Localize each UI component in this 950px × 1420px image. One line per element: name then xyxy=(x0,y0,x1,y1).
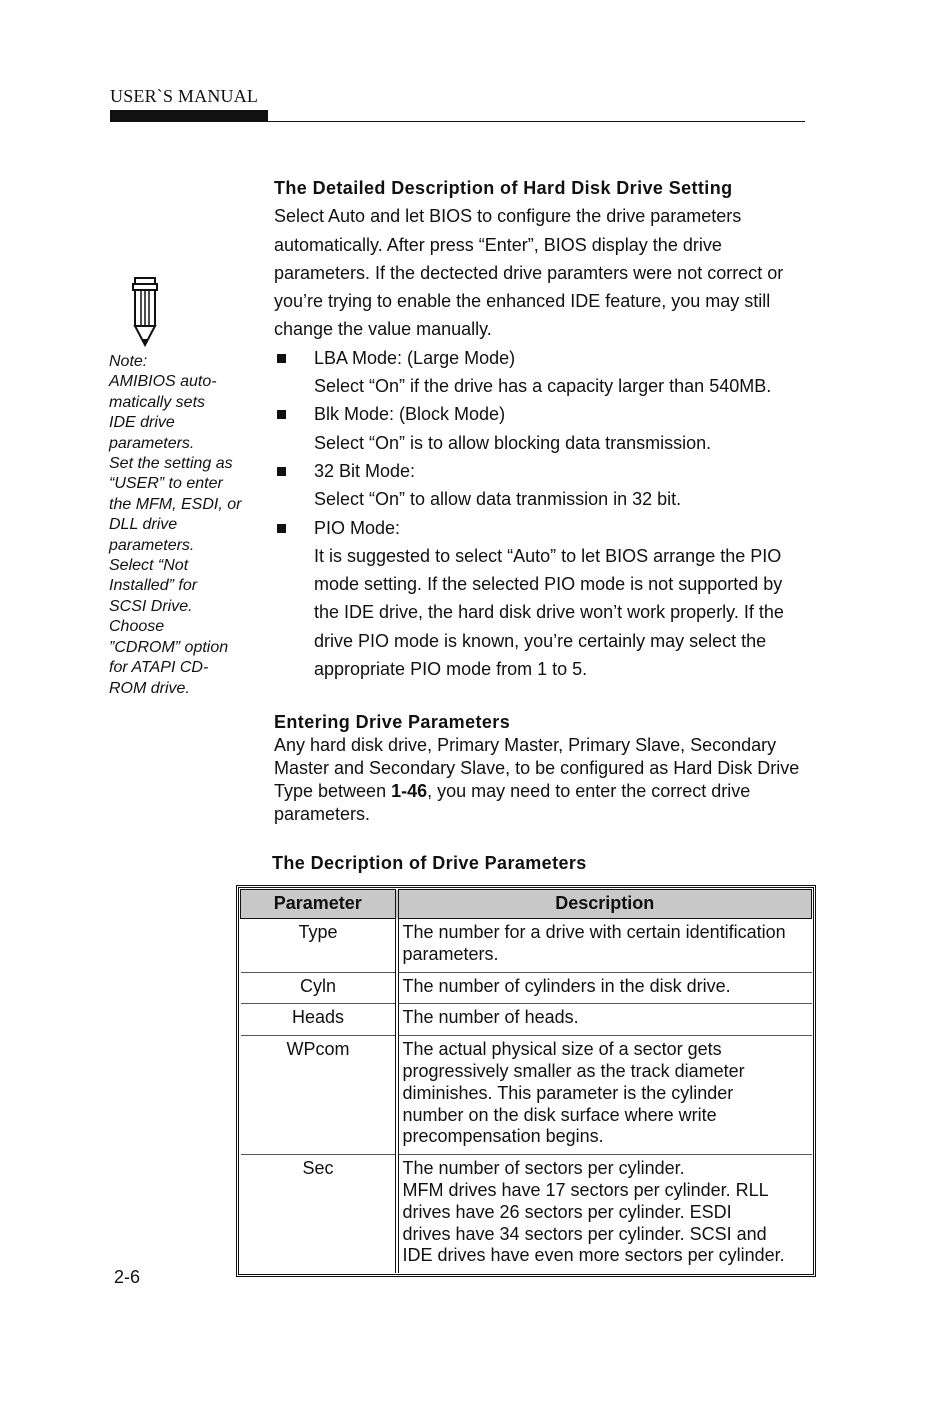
mode-item xyxy=(274,514,814,542)
mode-description: It is suggested to select “Auto” to let BIOS arrange the PIO xyxy=(314,545,782,566)
note-line: for ATAPI CD- xyxy=(109,659,209,677)
pencil-icon xyxy=(126,276,164,348)
note-line: the MFM, ESDI, or xyxy=(109,495,242,513)
paragraph-line: Master and Secondary Slave, to be configured as Hard Disk Drive xyxy=(274,758,800,778)
table-row xyxy=(241,1155,812,1273)
description-line: The number of cylinders in the disk drive. xyxy=(402,975,731,996)
description-line: number on the disk surface where write xyxy=(402,1104,717,1125)
description-cell xyxy=(397,972,812,1004)
header-rule-thick xyxy=(110,110,268,122)
mode-item xyxy=(274,457,814,485)
description-line: diminishes. This parameter is the cylinder xyxy=(402,1082,734,1103)
mode-description: the IDE drive, the hard disk drive won’t work properly. If the xyxy=(314,602,784,623)
note-line: Set the setting as xyxy=(109,455,233,473)
square-bullet-icon xyxy=(277,467,286,476)
note-line: ”CDROM” option xyxy=(109,638,229,656)
note-line: parameters. xyxy=(109,536,195,554)
mode-item xyxy=(274,344,814,372)
note-line: Note: xyxy=(109,353,148,370)
mode-description: appropriate PIO mode from 1 to 5. xyxy=(314,659,588,680)
square-bullet-icon xyxy=(277,524,286,533)
table-row xyxy=(241,1004,812,1036)
table-title: The Decription of Drive Parameters xyxy=(272,853,587,873)
type-range: 1-46 xyxy=(391,781,428,801)
table-row xyxy=(241,972,812,1004)
paragraph-line: Select Auto and let BIOS to configure the drive parameters xyxy=(274,206,742,227)
text-run: , you may need to enter the correct drive xyxy=(427,781,751,801)
description-line: The number of heads. xyxy=(402,1007,579,1028)
mode-title: PIO Mode: xyxy=(314,517,401,538)
entering-parameters-section xyxy=(274,711,819,826)
parameter-table xyxy=(236,885,816,1277)
paragraph-line: you’re trying to enable the enhanced IDE feature, you may still xyxy=(274,291,771,312)
table-header-row xyxy=(241,890,812,919)
mode-item xyxy=(274,400,814,428)
paragraph-line: parameters. If the dectected drive paramters were not correct or xyxy=(274,262,784,283)
paragraph-line xyxy=(274,780,819,803)
section-heading: Entering Drive Parameters xyxy=(274,712,511,732)
note-line: AMIBIOS auto- xyxy=(109,373,217,391)
description-line: The number for a drive with certain identification xyxy=(402,922,786,942)
parameter-cell: Heads xyxy=(241,1004,397,1036)
note-line: IDE drive xyxy=(109,414,175,432)
mode-description: mode setting. If the selected PIO mode is not supported by xyxy=(314,574,783,595)
description-line: IDE drives have even more sectors per cylinder. xyxy=(402,1245,785,1266)
description-cell xyxy=(397,1155,812,1273)
mode-list xyxy=(274,344,814,684)
side-note xyxy=(109,352,259,699)
mode-description: Select “On” to allow data tranmission in 32 bit. xyxy=(314,489,682,510)
table-row xyxy=(241,1036,812,1155)
header-rule-thin xyxy=(268,121,805,122)
description-line: drives have 26 sectors per cylinder. ESDI xyxy=(402,1201,732,1222)
intro-paragraph xyxy=(274,202,814,343)
text-run: Type between xyxy=(274,781,392,801)
note-line: ROM drive. xyxy=(109,679,190,697)
paragraph-line: automatically. After press “Enter”, BIOS display the drive xyxy=(274,234,722,255)
paragraph-line: Any hard disk drive, Primary Master, Primary Slave, Secondary xyxy=(274,735,777,755)
page-number: 2-6 xyxy=(114,1267,141,1287)
mode-description: Select “On” if the drive has a capacity larger than 540MB. xyxy=(314,376,772,397)
description-cell xyxy=(397,1036,812,1155)
section-heading: The Detailed Description of Hard Disk Drive Setting xyxy=(274,178,733,198)
description-line: The actual physical size of a sector gets xyxy=(402,1039,722,1060)
note-line: parameters. xyxy=(109,434,195,452)
parameter-cell: Type xyxy=(241,919,397,973)
description-line: The number of sectors per cylinder. xyxy=(402,1158,685,1179)
description-line: MFM drives have 17 sectors per cylinder. RLL xyxy=(402,1179,769,1200)
note-line: matically sets xyxy=(109,393,206,411)
paragraph-line: parameters. xyxy=(274,804,371,824)
square-bullet-icon xyxy=(277,354,286,363)
header-title: USER`S MANUAL xyxy=(110,86,259,106)
note-line: Select “Not xyxy=(109,557,189,575)
drive-setting-section xyxy=(274,174,814,683)
description-cell xyxy=(397,1004,812,1036)
mode-description: drive PIO mode is known, you’re certainly may select the xyxy=(314,630,767,651)
description-line: parameters. xyxy=(402,943,499,964)
parameter-cell: Cyln xyxy=(241,972,397,1004)
mode-description: Select “On” is to allow blocking data transmission. xyxy=(314,432,712,453)
table-row xyxy=(241,919,812,973)
description-line: precompensation begins. xyxy=(402,1126,604,1147)
mode-title: Blk Mode: (Block Mode) xyxy=(314,404,506,425)
parameter-cell: Sec xyxy=(241,1155,397,1273)
note-line: “USER” to enter xyxy=(109,475,223,493)
note-line: Choose xyxy=(109,618,165,636)
parameter-cell: WPcom xyxy=(241,1036,397,1155)
note-line: Installed” for xyxy=(109,577,198,595)
mode-title: 32 Bit Mode: xyxy=(314,460,416,481)
paragraph-line: change the value manually. xyxy=(274,319,492,340)
square-bullet-icon xyxy=(277,410,286,419)
column-header: Description xyxy=(397,890,812,919)
column-header: Parameter xyxy=(241,890,397,919)
note-line: SCSI Drive. xyxy=(109,597,193,615)
description-cell xyxy=(397,919,812,973)
description-line: progressively smaller as the track diameter xyxy=(402,1060,745,1081)
description-line: drives have 34 sectors per cylinder. SCSI and xyxy=(402,1223,767,1244)
mode-title: LBA Mode: (Large Mode) xyxy=(314,347,516,368)
note-line: DLL drive xyxy=(109,516,178,534)
